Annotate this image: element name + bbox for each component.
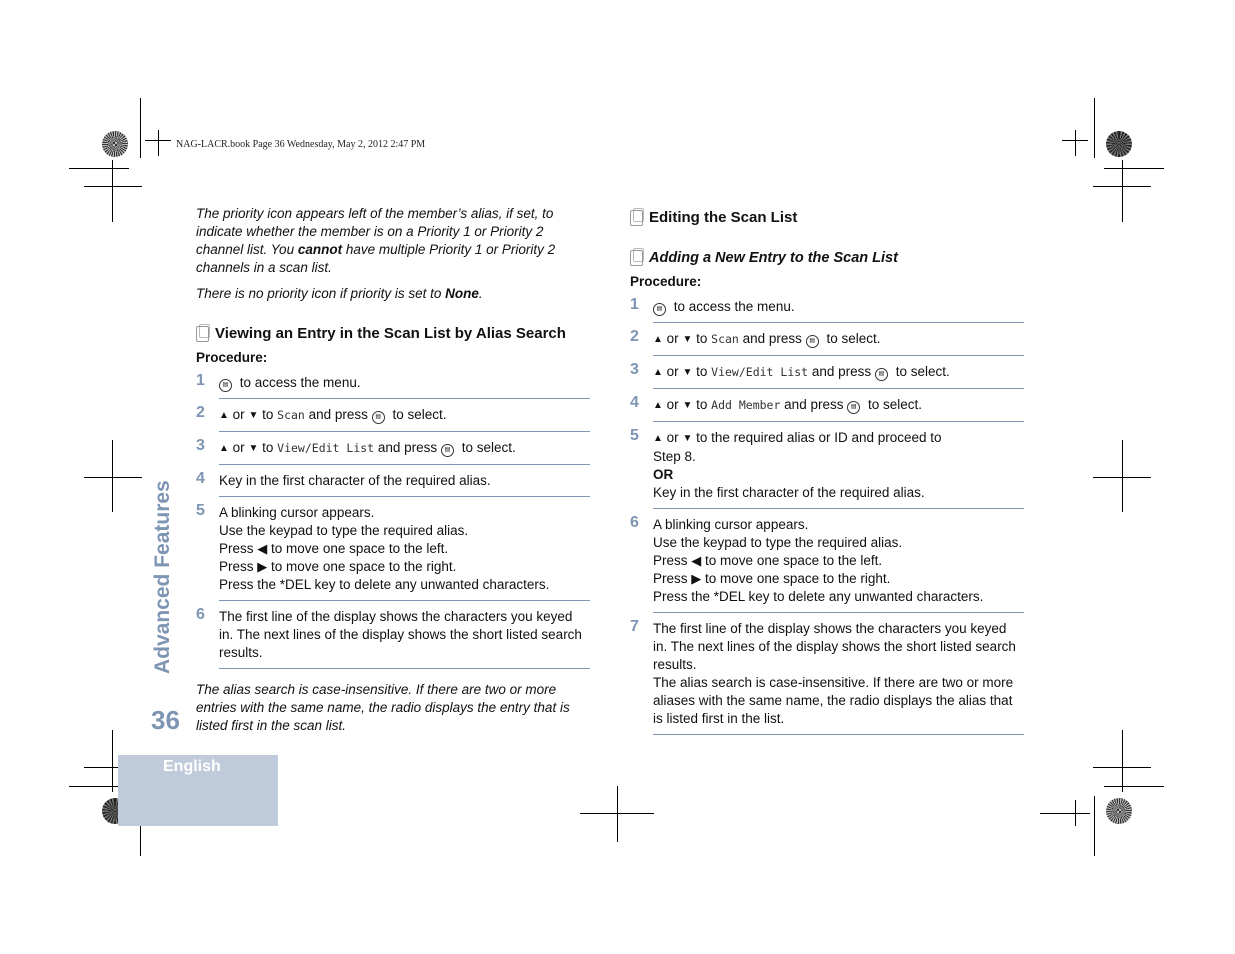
step: 4 ▲ or ▼ to Add Member and press ▤ to select.: [630, 393, 1024, 426]
registration-target-top-right: [1106, 131, 1132, 157]
up-arrow-icon: ▲: [219, 443, 229, 454]
registration-target-top-left: [102, 131, 128, 157]
step: 4 Key in the first character of the required alias.: [196, 469, 590, 501]
step: 6 The first line of the display shows the characters you keyed in. The next lines of the display shows the short listed search results.: [196, 605, 590, 673]
up-arrow-icon: ▲: [653, 433, 663, 444]
step: 5 ▲ or ▼ to the required alias or ID and proceed to Step 8. OR Key in the first character of the required alias.: [630, 426, 1024, 513]
case-insensitive-note: The alias search is case-insensitive. If there are two or more entries with the same name, the radio displays the entry that is listed first in the scan list.: [196, 682, 570, 733]
menu-ok-button-icon: ▤: [441, 444, 454, 457]
print-header: NAG-LACR.book Page 36 Wednesday, May 2, 2012 2:47 PM: [176, 139, 426, 150]
down-arrow-icon: ▼: [682, 334, 693, 345]
step: 5 A blinking cursor appears. Use the keypad to type the required alias. Press ◀ to move one space to the left. Press ▶ to move one space to the right. Press the *DEL key to delete any unwanted characters.: [196, 501, 590, 605]
step: 2 ▲ or ▼ to Scan and press ▤ to select.: [630, 327, 1024, 360]
down-arrow-icon: ▼: [248, 410, 259, 421]
up-arrow-icon: ▲: [653, 400, 663, 411]
menu-ok-button-icon: ▤: [653, 303, 666, 316]
left-arrow-icon: ◀: [257, 541, 268, 556]
menu-ok-button-icon: ▤: [219, 379, 232, 392]
down-arrow-icon: ▼: [682, 433, 693, 444]
menu-ok-button-icon: ▤: [372, 411, 385, 424]
section-icon: [196, 326, 209, 342]
step: 2 ▲ or ▼ to Scan and press ▤ to select.: [196, 403, 590, 436]
section-icon: [630, 210, 643, 226]
step: 6 A blinking cursor appears. Use the keypad to type the required alias. Press ◀ to move one space to the left. Press ▶ to move one space to the right. Press the *DEL key to delete any unwanted characters.: [630, 513, 1024, 617]
page-number: 36: [151, 705, 180, 735]
menu-ok-button-icon: ▤: [875, 368, 888, 381]
language-tab: English: [118, 755, 278, 826]
procedure-steps: [630, 295, 1024, 739]
right-arrow-icon: ▶: [691, 571, 702, 586]
right-column: [630, 209, 1024, 739]
down-arrow-icon: ▼: [682, 367, 693, 378]
step: 7 The first line of the display shows the characters you keyed in. The next lines of the display shows the short listed search results. The alias search is case-insensitive. If there are two or more aliases with the same name, the radio displays the alias that is listed first in the list.: [630, 617, 1024, 739]
section-heading: Editing the Scan List: [630, 209, 1024, 227]
step: 1 ▤ to access the menu.: [630, 295, 1024, 327]
menu-ok-button-icon: ▤: [847, 401, 860, 414]
section-icon: [630, 250, 643, 266]
menu-ok-button-icon: ▤: [806, 335, 819, 348]
priority-note: The priority icon appears left of the member’s alias, if set, to indicate whether the member is on a Priority 1 or Priority 2 channel list. You cannot have multiple Priority 1 or Priority 2 channels in a scan list.: [196, 206, 556, 275]
procedure-label: Procedure:: [196, 350, 268, 365]
step: 1 ▤ to access the menu.: [196, 371, 590, 403]
left-arrow-icon: ◀: [691, 553, 702, 568]
registration-target-bottom-right: [1106, 798, 1132, 824]
up-arrow-icon: ▲: [653, 367, 663, 378]
left-column: [196, 205, 590, 743]
subsection-heading: Adding a New Entry to the Scan List: [630, 249, 1024, 267]
section-heading: Viewing an Entry in the Scan List by Alias Search: [196, 325, 590, 343]
chapter-side-title: Advanced Features: [151, 480, 174, 674]
procedure-steps: [196, 371, 590, 673]
up-arrow-icon: ▲: [219, 410, 229, 421]
down-arrow-icon: ▼: [682, 400, 693, 411]
right-arrow-icon: ▶: [257, 559, 268, 574]
procedure-label: Procedure:: [630, 274, 702, 289]
step: 3 ▲ or ▼ to View/Edit List and press ▤ to select.: [196, 436, 590, 469]
down-arrow-icon: ▼: [248, 443, 259, 454]
step: 3 ▲ or ▼ to View/Edit List and press ▤ to select.: [630, 360, 1024, 393]
up-arrow-icon: ▲: [653, 334, 663, 345]
no-priority-note: There is no priority icon if priority is set to None.: [196, 286, 483, 301]
